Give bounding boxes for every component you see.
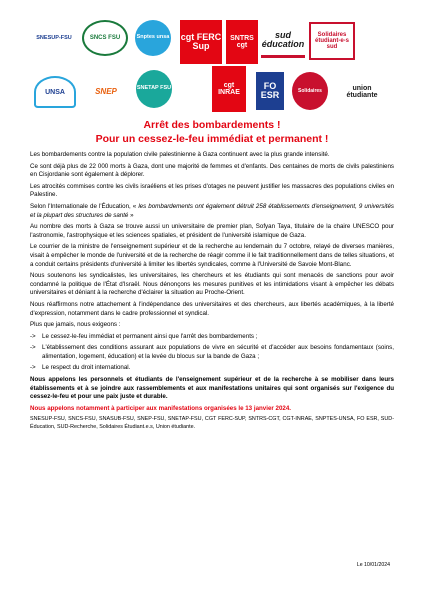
sud-education-logo: sud éducation <box>261 24 305 58</box>
snptes-logo: Snptes unsa <box>135 20 171 56</box>
arrow-icon: -> <box>30 332 36 340</box>
paragraph-education-international: Selon l'Internationale de l'Éducation, « les bombardements ont également détruit 258 établissements d'enseignement, 9 universités et la plupart des structures de santé » <box>30 202 395 219</box>
document-date: Le 10/01/2024 <box>356 562 390 568</box>
arrow-icon: -> <box>30 364 36 372</box>
demand-item: -> Le cessez-le-feu immédiat et permanent ainsi que l'arrêt des bombardements ; <box>30 332 258 340</box>
union-etudiante-logo: union étudiante <box>346 85 378 99</box>
snesup-logo: SNESUP-FSU <box>36 35 72 42</box>
paragraph-call-to-action: Nous appelons les personnels et étudiants de l'enseignement supérieur et de la recherche à se mobiliser dans leurs établissements et à se joindre aux rassemblements et aux manifestations unitaires qui sont organisés sur l'exigence du cessez-le-feu et pour une paix juste et durable. <box>30 376 394 401</box>
solidaires-etudiant-logo: Solidaires étudiant-e-s sud <box>309 22 355 60</box>
signatories: SNESUP-FSU, SNCS-FSU, SNASUB-FSU, SNEP-FSU, SNETAP-FSU, CGT FERC-SUP, SNTRS-CGT, CGT-INRAE, SNPTES-UNSA, FO ESR, SUD-Éducation, SUD-Recherche, Solidaires Étudiant.e.s, Union étudiante. <box>30 416 394 431</box>
paragraph-sofyan-taya: Au nombre des morts à Gaza se trouve aussi un universitaire de premier plan, Sofyan Taya, titulaire de la chaire UNESCO pour l'astronomie, l'astrophysique et les sciences spatiales, et président de l'université islamique de Gaza. <box>30 223 394 239</box>
sud-recherche-logo: Solidaires <box>292 72 328 110</box>
page-title <box>30 118 394 146</box>
fo-esr-logo: FO ESR <box>256 72 284 110</box>
paragraph-intensity: Les bombardements contre la population civile palestinienne à Gaza continuent avec la plus grande intensité. <box>30 151 330 158</box>
statement-body <box>30 151 394 435</box>
logo-banner <box>34 20 390 114</box>
paragraph-support: Nous soutenons les syndicalistes, les universitaires, les chercheurs et les étudiants qui sont menacés de sanctions pour avoir condamné la politique de l'État d'Israël. Nous dénonçons les mesures punitives et les intimidations visant à empêcher les débats universitaires et déniant à la recherche d'éclairer la situation au Proche-Orient. <box>30 272 394 297</box>
snetap-logo: SNETAP FSU <box>136 70 172 108</box>
demands-list <box>30 333 394 373</box>
demand-item: -> Le respect du droit international. <box>30 364 131 372</box>
paragraph-atrocities: Les atrocités commises contre les civils israéliens et les prises d'otages ne peuvent justifier les massacres des populations civiles en Palestine. <box>30 182 394 199</box>
title-line-2: Pour un cessez-le-feu immédiat et permanent ! <box>95 133 329 145</box>
cgt-ferc-logo: cgt FERC Sup <box>180 20 222 64</box>
paragraph-academic-freedom: Nous réaffirmons notre attachement à l'indépendance des universitaires et des chercheurs, aux libertés académiques, à la liberté d'expression, notamment dans le cadre professionnel et syndical. <box>30 300 394 317</box>
title-line-1: Arrêt des bombardements ! <box>143 119 281 131</box>
sntrs-cgt-logo: SNTRS cgt <box>226 20 258 64</box>
cgt-inrae-logo: cgt INRAE <box>212 66 246 112</box>
paragraph-minister-letter: Le courrier de la ministre de l'enseignement supérieur et de la recherche au lendemain du 7 octobre, relayé de diverses manières, visait à empêcher le monde de l'université et de la recherche de réagir comme il le fait traditionnellement dans de telles situations, et a conduit certains présidents d'université à limiter les libertés syndicales, comme à l'Université de Savoie Mont-Blanc. <box>30 243 394 268</box>
unsa-logo: UNSA <box>34 76 76 108</box>
education-international-quote: les bombardements ont également détruit 258 établissements d'enseignement, 9 universités et la plupart des structures de santé <box>30 202 395 219</box>
paragraph-demands-intro: Plus que jamais, nous exigeons : <box>30 321 121 329</box>
sncs-logo: SNCS FSU <box>82 20 128 56</box>
paragraph-death-toll: Ce sont déjà plus de 22 000 morts à Gaza, dont une majorité de femmes et d'enfants. Des centaines de morts de civils palestiniens en Cisjordanie sont également à déplorer. <box>30 162 394 179</box>
paragraph-call-date: Nous appelons notamment à participer aux manifestations organisées le 13 janvier 2024. <box>30 404 291 412</box>
snep-logo: SNEP <box>95 87 117 96</box>
arrow-icon: -> <box>30 344 36 352</box>
demand-item: -> L'établissement des conditions assurant aux populations de vivre en sécurité et d'accéder aux besoins fondamentaux (soins, alimentation, logement, éducation) et la levée du blocus sur la bande de Gaza ; <box>30 344 394 360</box>
